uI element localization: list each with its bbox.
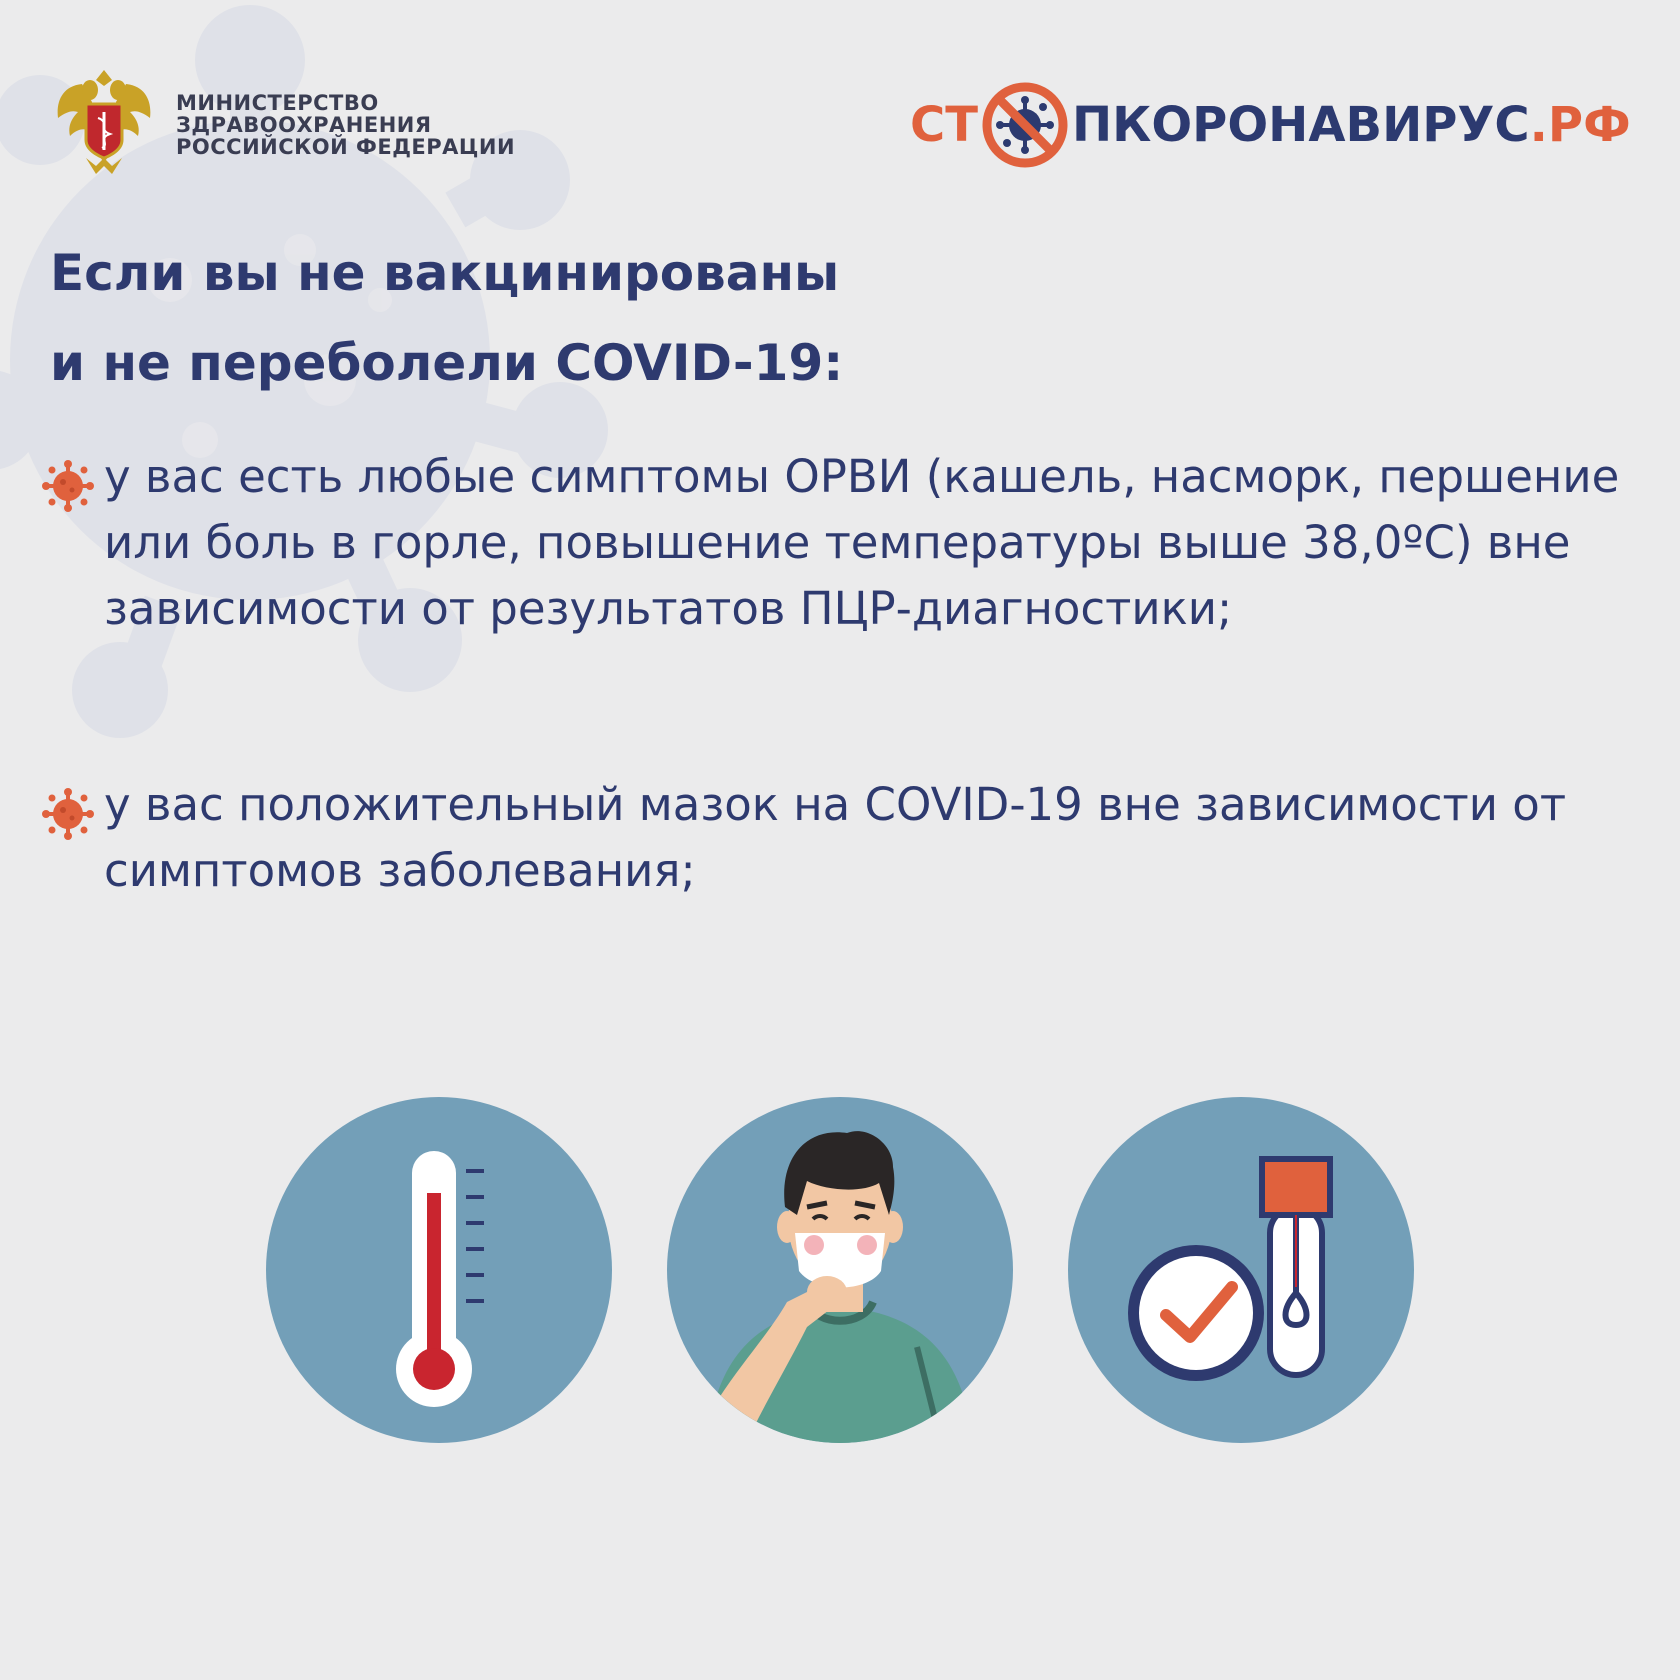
ministry-line-1: МИНИСТЕРСТВО: [176, 91, 379, 115]
virus-ban-icon: [980, 80, 1070, 170]
logo-middle: ПКОРОНАВИРУС: [1071, 97, 1530, 153]
ministry-line-2: ЗДРАВООХРАНЕНИЯ: [176, 113, 432, 137]
list-item: [40, 444, 1624, 642]
ministry-name: [176, 92, 515, 158]
title-line-1: Если вы не вакцинированы: [50, 244, 840, 302]
logo-suffix: .РФ: [1529, 97, 1631, 153]
thermometer-illustration: [266, 1097, 612, 1443]
ministry-logo: [52, 62, 516, 182]
coat-of-arms-icon: [52, 62, 156, 180]
logo-prefix: СТ: [910, 97, 978, 153]
coughing-man-illustration: [667, 1097, 1013, 1443]
title-line-2: и не переболели COVID-19:: [50, 334, 844, 392]
virus-bullet-icon: [40, 786, 96, 842]
virus-bullet-icon: [40, 458, 96, 514]
test-tube-illustration: [1068, 1097, 1414, 1443]
bullet-text: у вас положительный мазок на COVID-19 вне зависимости от симптомов заболевания;: [104, 778, 1567, 897]
bullet-text: у вас есть любые симптомы ОРВИ (кашель, насморк, першение или боль в горле, повышение температуры выше 38,0ºС) вне зависимости от результатов ПЦР-диагностики;: [104, 450, 1620, 635]
ministry-line-3: РОССИЙСКОЙ ФЕДЕРАЦИИ: [176, 135, 516, 159]
page-title: [50, 228, 843, 408]
list-item: [40, 772, 1624, 904]
stopcoronavirus-logo: [910, 80, 1631, 170]
